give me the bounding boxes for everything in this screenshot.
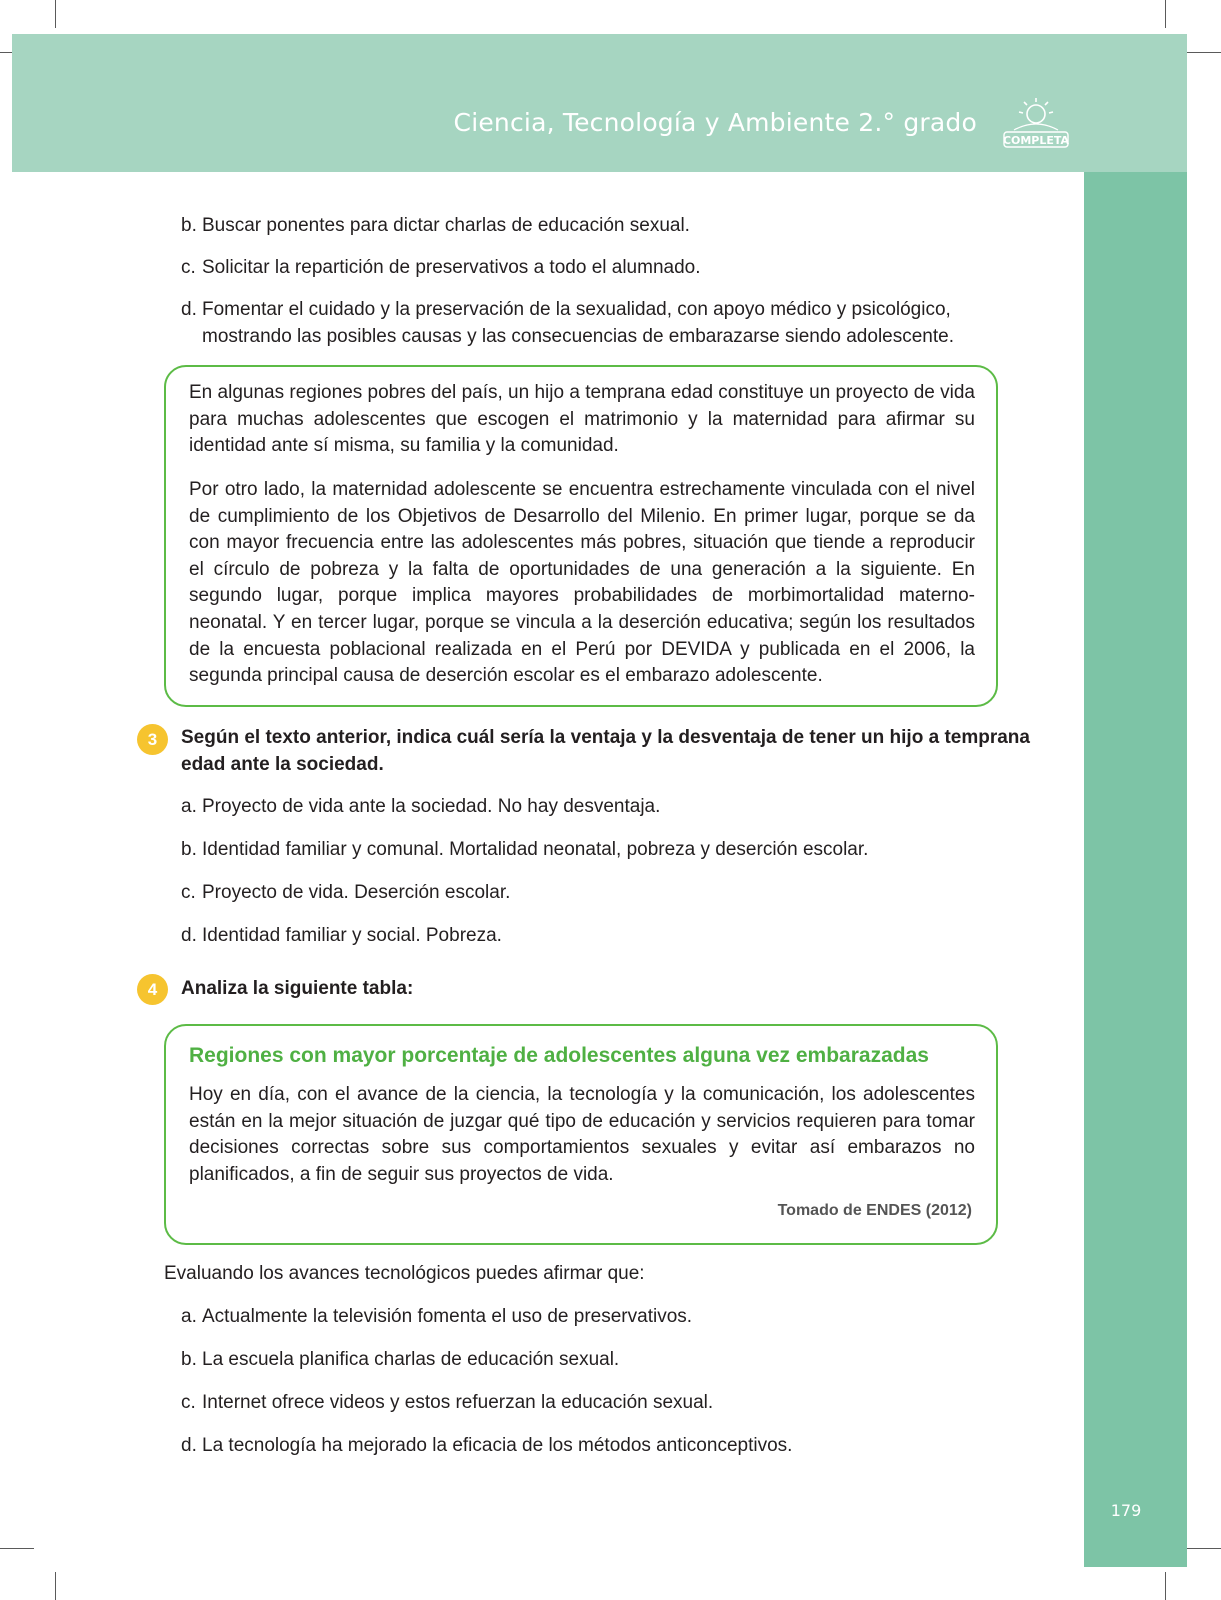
option-label: d. xyxy=(181,1435,197,1456)
option-label: b. xyxy=(181,1349,197,1370)
option-text: Solicitar la repartición de preservativos a todo el alumnado. xyxy=(202,257,701,278)
option-d xyxy=(181,296,981,350)
question-3-text: Según el texto anterior, indica cuál sería la ventaja y la desventaja de tener un hijo a temprana edad ante la sociedad. xyxy=(181,727,1030,775)
option-label: c. xyxy=(181,257,196,278)
crop-mark xyxy=(55,1572,56,1600)
option-c xyxy=(181,254,1011,281)
question-3-option-a xyxy=(181,793,1011,820)
option-text: La escuela planifica charlas de educación sexual. xyxy=(202,1349,620,1370)
crop-mark xyxy=(55,0,56,28)
table-box-body: Hoy en día, con el avance de la ciencia, la tecnología y la comunicación, los adolescentes están en la mejor situación de juzgar qué tipo de educación y servicios requieren para tomar decisiones correctas sobre sus comportamientos sexuales y evitar así embarazos no planificados, a fin de seguir sus proyectos de vida. xyxy=(189,1084,975,1185)
reading-paragraph-1: En algunas regiones pobres del país, un hijo a temprana edad constituye un proyecto de vida para muchas adolescentes que escogen el matrimonio y la maternidad para afirmar su identidad ante sí misma, su familia y la comunidad. xyxy=(189,382,975,457)
question-4-prompt: Evaluando los avances tecnológicos puedes afirmar que: xyxy=(164,1263,645,1284)
table-box-title: Regiones con mayor porcentaje de adolescentes alguna vez embarazadas xyxy=(189,1044,929,1067)
option-text: Internet ofrece videos y estos refuerzan la educación sexual. xyxy=(202,1392,714,1413)
question-4-badge: 4 xyxy=(137,974,168,1005)
question-3-option-b xyxy=(181,836,1011,863)
option-label: a. xyxy=(181,796,197,817)
option-label: c. xyxy=(181,882,196,903)
option-text: Identidad familiar y comunal. Mortalidad neonatal, pobreza y deserción escolar. xyxy=(202,839,869,860)
question-3-badge: 3 xyxy=(137,724,168,755)
logo-wordmark: COMPLETA xyxy=(1002,134,1070,147)
option-text: Actualmente la televisión fomenta el uso de preservativos. xyxy=(202,1306,693,1327)
crop-mark xyxy=(1165,0,1166,28)
option-label: b. xyxy=(181,839,197,860)
option-label: d. xyxy=(181,299,197,320)
option-text: Identidad familiar y social. Pobreza. xyxy=(202,925,502,946)
option-text: La tecnología ha mejorado la eficacia de los métodos anticonceptivos. xyxy=(202,1435,793,1456)
option-text: Proyecto de vida ante la sociedad. No hay desventaja. xyxy=(202,796,661,817)
option-label: c. xyxy=(181,1392,196,1413)
crop-mark xyxy=(0,1548,34,1549)
reading-box xyxy=(164,365,998,707)
question-4-option-a xyxy=(181,1303,1011,1330)
option-text: Buscar ponentes para dictar charlas de educación sexual. xyxy=(202,215,690,236)
option-label: d. xyxy=(181,925,197,946)
crop-mark xyxy=(1187,52,1221,53)
option-text: Fomentar el cuidado y la preservación de la sexualidad, con apoyo médico y psicológico, mostrando las posibles causas y las consecuencias de embarazarse siendo adolescente. xyxy=(202,299,954,347)
table-box-source: Tomado de ENDES (2012) xyxy=(777,1202,972,1219)
question-4-option-d xyxy=(181,1432,1011,1459)
reading-paragraph-2: Por otro lado, la maternidad adolescente se encuentra estrechamente vinculada con el nivel de cumplimiento de los Objetivos de Desarrollo del Milenio. En primer lugar, porque se da con mayor frecuencia entre las adolescentes más pobres, situación que tiende a reproducir el círculo de pobreza y la falta de oportunidades de una generación a la siguiente. En segundo lugar, porque implica mayores probabilidades de morbimortalidad materno-neonatal. Y en tercer lugar, porque se vincula a la deserción educativa; según los resultados de la encuesta poblacional realizada en el Perú por DEVIDA y publicada en el 2006, la segunda principal causa de deserción escolar es el embarazo adolescente. xyxy=(189,479,975,687)
question-4-option-b xyxy=(181,1346,1011,1373)
option-b xyxy=(181,212,1011,239)
question-4-option-c xyxy=(181,1389,1011,1416)
side-bar xyxy=(1084,172,1187,1567)
question-4-text: Analiza la siguiente tabla: xyxy=(181,978,414,999)
option-text: Proyecto de vida. Deserción escolar. xyxy=(202,882,511,903)
crop-mark xyxy=(1187,1548,1221,1549)
question-3-option-d xyxy=(181,922,1011,949)
page-number: 179 xyxy=(1110,1501,1142,1520)
option-label: b. xyxy=(181,215,197,236)
option-label: a. xyxy=(181,1306,197,1327)
page-header-title: Ciencia, Tecnología y Ambiente 2.° grado xyxy=(453,108,977,137)
question-3-option-c xyxy=(181,879,1011,906)
jornada-escolar-completa-logo xyxy=(996,96,1076,156)
crop-mark xyxy=(1165,1572,1166,1600)
table-box xyxy=(164,1024,998,1245)
